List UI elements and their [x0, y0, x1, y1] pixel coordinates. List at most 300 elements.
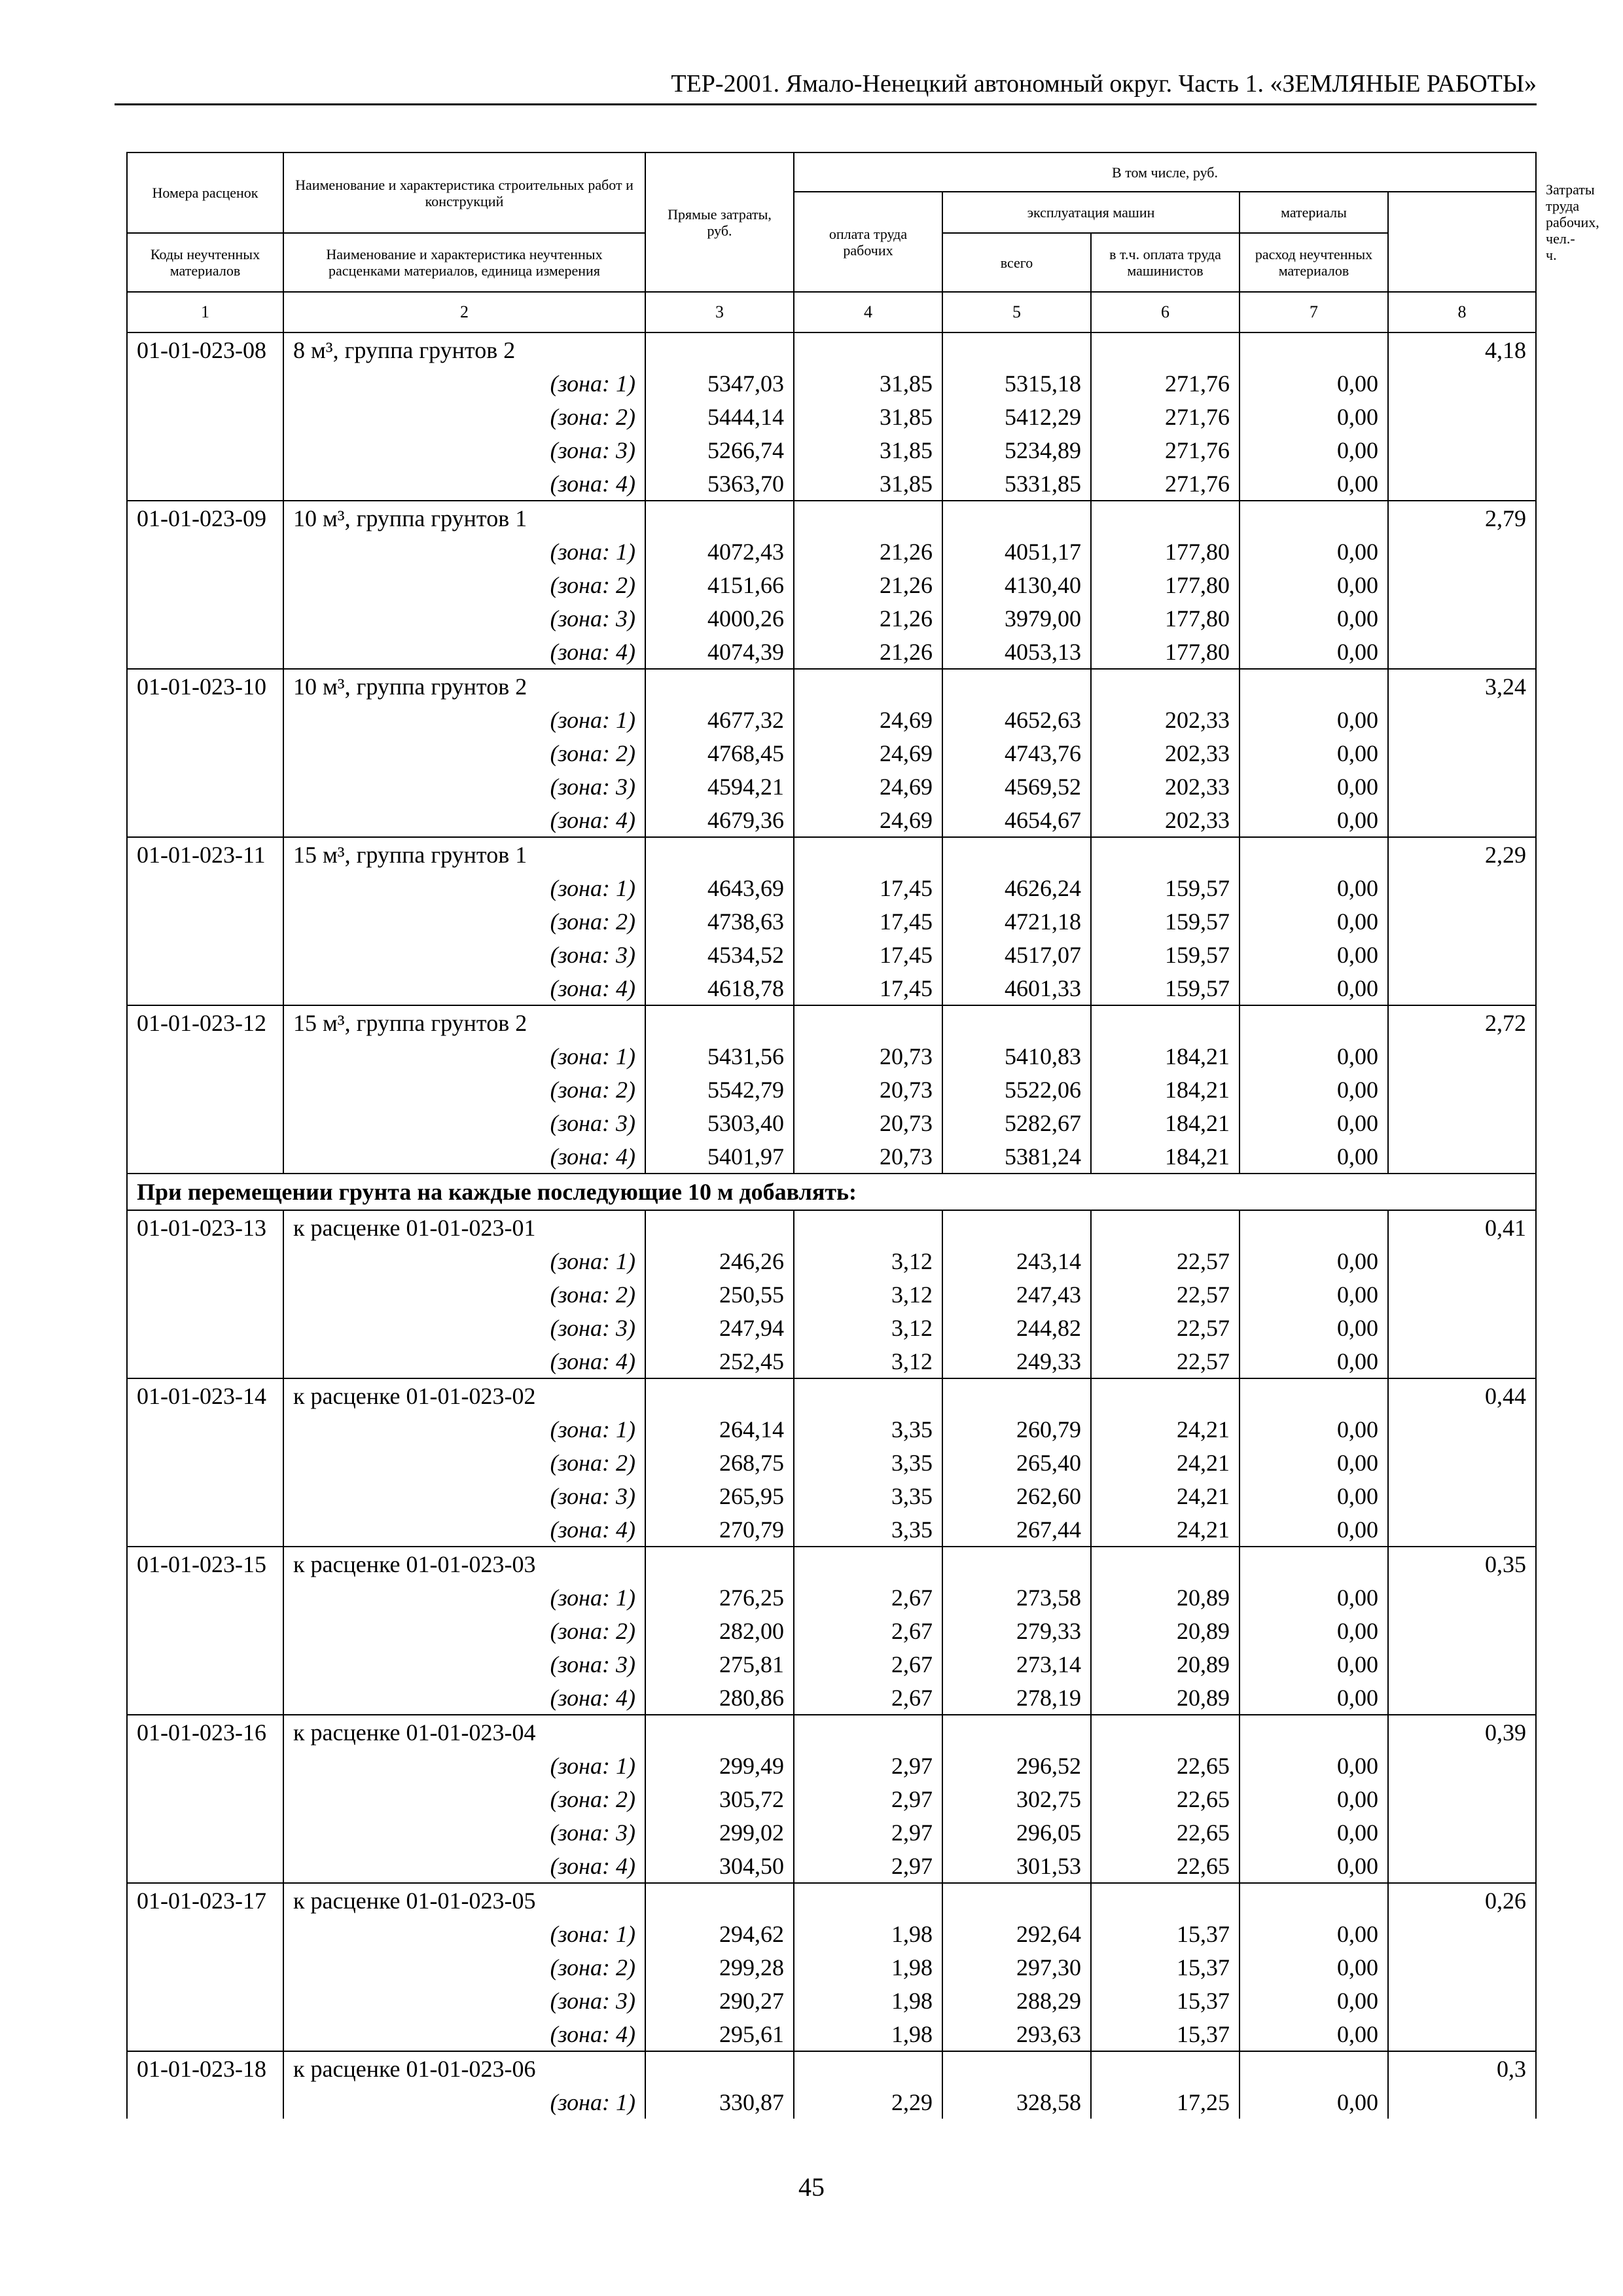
- worker-wages: 2,97: [794, 1816, 942, 1849]
- direct-costs: 4072,43: [645, 535, 794, 568]
- labor-cost: 2,79: [1388, 501, 1536, 535]
- worker-wages: 31,85: [794, 400, 942, 433]
- worker-wages: 21,26: [794, 568, 942, 601]
- machines-total: 244,82: [942, 1311, 1091, 1344]
- rate-code: 01-01-023-18: [127, 2051, 283, 2085]
- operators-wages: 17,25: [1091, 2085, 1240, 2119]
- machines-total: 273,58: [942, 1581, 1091, 1614]
- worker-wages: 2,67: [794, 1581, 942, 1614]
- worker-wages: 1,98: [794, 2017, 942, 2051]
- empty-cell: [127, 1749, 283, 1782]
- machines-total: 4601,33: [942, 971, 1091, 1005]
- empty-cell: [1388, 1039, 1536, 1073]
- zone-row: [127, 1039, 1536, 1073]
- zone-label: (зона: 4): [283, 467, 645, 501]
- zone-row: [127, 568, 1536, 601]
- materials-usage: 0,00: [1240, 1446, 1388, 1479]
- zone-label: (зона: 3): [283, 1647, 645, 1681]
- rate-title-row: [127, 1715, 1536, 1749]
- empty-cell: [127, 1984, 283, 2017]
- operators-wages: 22,57: [1091, 1278, 1240, 1311]
- empty-cell: [1388, 1647, 1536, 1681]
- header-machines: эксплуатация машин: [942, 192, 1240, 233]
- empty-cell: [1091, 1210, 1240, 1244]
- operators-wages: 177,80: [1091, 601, 1240, 635]
- direct-costs: 4151,66: [645, 568, 794, 601]
- operators-wages: 271,76: [1091, 367, 1240, 400]
- empty-cell: [1240, 1378, 1388, 1412]
- operators-wages: 20,89: [1091, 1614, 1240, 1647]
- empty-cell: [794, 1378, 942, 1412]
- empty-cell: [1388, 1139, 1536, 1174]
- empty-cell: [127, 467, 283, 501]
- zone-label: (зона: 2): [283, 905, 645, 938]
- empty-cell: [1240, 501, 1388, 535]
- empty-cell: [127, 1278, 283, 1311]
- operators-wages: 159,57: [1091, 971, 1240, 1005]
- operators-wages: 20,89: [1091, 1581, 1240, 1614]
- empty-cell: [127, 568, 283, 601]
- zone-label: (зона: 1): [283, 1581, 645, 1614]
- machines-total: 249,33: [942, 1344, 1091, 1378]
- empty-cell: [645, 1378, 794, 1412]
- empty-cell: [1388, 871, 1536, 905]
- materials-usage: 0,00: [1240, 1647, 1388, 1681]
- operators-wages: 22,65: [1091, 1782, 1240, 1816]
- empty-cell: [1091, 1005, 1240, 1039]
- worker-wages: 3,35: [794, 1446, 942, 1479]
- empty-cell: [942, 837, 1091, 871]
- empty-cell: [127, 803, 283, 837]
- empty-cell: [1388, 1749, 1536, 1782]
- header-material-names: Наименование и характеристика неучтенных расценками материалов, единица измерения: [283, 233, 645, 292]
- materials-usage: 0,00: [1240, 803, 1388, 837]
- empty-cell: [794, 1547, 942, 1581]
- zone-row: [127, 535, 1536, 568]
- worker-wages: 31,85: [794, 433, 942, 467]
- operators-wages: 177,80: [1091, 568, 1240, 601]
- worker-wages: 2,67: [794, 1614, 942, 1647]
- direct-costs: 250,55: [645, 1278, 794, 1311]
- zone-row: [127, 1950, 1536, 1984]
- zone-label: (зона: 2): [283, 1950, 645, 1984]
- zone-row: [127, 971, 1536, 1005]
- zone-row: [127, 1311, 1536, 1344]
- direct-costs: 299,28: [645, 1950, 794, 1984]
- direct-costs: 4738,63: [645, 905, 794, 938]
- machines-total: 267,44: [942, 1513, 1091, 1547]
- zone-row: [127, 1446, 1536, 1479]
- worker-wages: 20,73: [794, 1106, 942, 1139]
- rate-title-row: [127, 1547, 1536, 1581]
- operators-wages: 271,76: [1091, 467, 1240, 501]
- operators-wages: 202,33: [1091, 736, 1240, 770]
- zone-row: [127, 1412, 1536, 1446]
- empty-cell: [1091, 837, 1240, 871]
- empty-cell: [645, 669, 794, 703]
- operators-wages: 24,21: [1091, 1513, 1240, 1547]
- machines-total: 5522,06: [942, 1073, 1091, 1106]
- worker-wages: 31,85: [794, 367, 942, 400]
- direct-costs: 4643,69: [645, 871, 794, 905]
- column-number: 7: [1240, 292, 1388, 332]
- zone-row: [127, 1106, 1536, 1139]
- worker-wages: 17,45: [794, 971, 942, 1005]
- zone-label: (зона: 1): [283, 1749, 645, 1782]
- header-including: В том числе, руб.: [794, 152, 1536, 192]
- materials-usage: 0,00: [1240, 433, 1388, 467]
- zone-label: (зона: 1): [283, 703, 645, 736]
- direct-costs: 268,75: [645, 1446, 794, 1479]
- empty-cell: [127, 971, 283, 1005]
- operators-wages: 20,89: [1091, 1681, 1240, 1715]
- direct-costs: 304,50: [645, 1849, 794, 1883]
- header-work-name: Наименование и характеристика строительных работ и конструкций: [283, 152, 645, 233]
- operators-wages: 271,76: [1091, 400, 1240, 433]
- direct-costs: 4000,26: [645, 601, 794, 635]
- worker-wages: 20,73: [794, 1073, 942, 1106]
- running-header: ТЕР-2001. Ямало-Ненецкий автономный округ. Часть 1. «ЗЕМЛЯНЫЕ РАБОТЫ»: [671, 70, 1537, 98]
- direct-costs: 276,25: [645, 1581, 794, 1614]
- empty-cell: [1388, 703, 1536, 736]
- operators-wages: 22,57: [1091, 1244, 1240, 1278]
- zone-row: [127, 433, 1536, 467]
- direct-costs: 280,86: [645, 1681, 794, 1715]
- empty-cell: [1388, 535, 1536, 568]
- rate-title-row: [127, 1883, 1536, 1917]
- materials-usage: 0,00: [1240, 1311, 1388, 1344]
- machines-total: 5234,89: [942, 433, 1091, 467]
- machines-total: 262,60: [942, 1479, 1091, 1513]
- empty-cell: [1388, 1106, 1536, 1139]
- empty-cell: [1388, 1849, 1536, 1883]
- empty-cell: [127, 905, 283, 938]
- empty-cell: [942, 1005, 1091, 1039]
- materials-usage: 0,00: [1240, 1278, 1388, 1311]
- direct-costs: 4618,78: [645, 971, 794, 1005]
- rate-title: 15 м³, группа грунтов 2: [283, 1005, 645, 1039]
- rate-title: к расценке 01-01-023-04: [283, 1715, 645, 1749]
- materials-usage: 0,00: [1240, 1479, 1388, 1513]
- worker-wages: 1,98: [794, 1984, 942, 2017]
- empty-cell: [1388, 1581, 1536, 1614]
- machines-total: 4051,17: [942, 535, 1091, 568]
- machines-total: 243,14: [942, 1244, 1091, 1278]
- materials-usage: 0,00: [1240, 568, 1388, 601]
- column-number: 5: [942, 292, 1091, 332]
- rate-code: 01-01-023-11: [127, 837, 283, 871]
- empty-cell: [1388, 1278, 1536, 1311]
- worker-wages: 21,26: [794, 601, 942, 635]
- machines-total: 4652,63: [942, 703, 1091, 736]
- materials-usage: 0,00: [1240, 635, 1388, 669]
- empty-cell: [1388, 1344, 1536, 1378]
- empty-cell: [127, 1816, 283, 1849]
- machines-total: 5412,29: [942, 400, 1091, 433]
- zone-label: (зона: 4): [283, 803, 645, 837]
- zone-label: (зона: 3): [283, 1984, 645, 2017]
- machines-total: 5331,85: [942, 467, 1091, 501]
- header-rate-numbers: Номера расценок: [127, 152, 283, 233]
- zone-row: [127, 871, 1536, 905]
- worker-wages: 24,69: [794, 770, 942, 803]
- zone-row: [127, 938, 1536, 971]
- zone-label: (зона: 3): [283, 938, 645, 971]
- empty-cell: [1091, 1547, 1240, 1581]
- zone-row: [127, 2085, 1536, 2119]
- machines-total: 260,79: [942, 1412, 1091, 1446]
- operators-wages: 22,57: [1091, 1344, 1240, 1378]
- zone-row: [127, 635, 1536, 669]
- rate-title-row: [127, 1378, 1536, 1412]
- materials-usage: 0,00: [1240, 1412, 1388, 1446]
- header-operators-wages: в т.ч. оплата труда машинистов: [1091, 233, 1240, 292]
- operators-wages: 202,33: [1091, 703, 1240, 736]
- worker-wages: 17,45: [794, 871, 942, 905]
- materials-usage: 0,00: [1240, 2085, 1388, 2119]
- machines-total: 279,33: [942, 1614, 1091, 1647]
- materials-usage: 0,00: [1240, 1106, 1388, 1139]
- operators-wages: 177,80: [1091, 635, 1240, 669]
- empty-cell: [1091, 1378, 1240, 1412]
- worker-wages: 3,12: [794, 1311, 942, 1344]
- table-body: [127, 332, 1536, 2119]
- zone-row: [127, 1984, 1536, 2017]
- zone-label: (зона: 3): [283, 433, 645, 467]
- materials-usage: 0,00: [1240, 971, 1388, 1005]
- labor-cost: 0,41: [1388, 1210, 1536, 1244]
- worker-wages: 1,98: [794, 1917, 942, 1950]
- direct-costs: 4679,36: [645, 803, 794, 837]
- empty-cell: [645, 837, 794, 871]
- empty-cell: [1091, 501, 1240, 535]
- empty-cell: [1388, 2017, 1536, 2051]
- rate-title-row: [127, 501, 1536, 535]
- rate-title-row: [127, 837, 1536, 871]
- rate-code: 01-01-023-15: [127, 1547, 283, 1581]
- operators-wages: 184,21: [1091, 1106, 1240, 1139]
- direct-costs: 305,72: [645, 1782, 794, 1816]
- direct-costs: 299,02: [645, 1816, 794, 1849]
- zone-row: [127, 736, 1536, 770]
- zone-label: (зона: 1): [283, 1244, 645, 1278]
- direct-costs: 4594,21: [645, 770, 794, 803]
- operators-wages: 202,33: [1091, 770, 1240, 803]
- rate-code: 01-01-023-14: [127, 1378, 283, 1412]
- worker-wages: 2,67: [794, 1681, 942, 1715]
- materials-usage: 0,00: [1240, 1073, 1388, 1106]
- column-number: 6: [1091, 292, 1240, 332]
- operators-wages: 177,80: [1091, 535, 1240, 568]
- header-materials: материалы: [1240, 192, 1388, 233]
- direct-costs: 4074,39: [645, 635, 794, 669]
- direct-costs: 5401,97: [645, 1139, 794, 1174]
- materials-usage: 0,00: [1240, 905, 1388, 938]
- empty-cell: [645, 1547, 794, 1581]
- materials-usage: 0,00: [1240, 736, 1388, 770]
- rate-code: 01-01-023-10: [127, 669, 283, 703]
- rate-title-row: [127, 1005, 1536, 1039]
- direct-costs: 4534,52: [645, 938, 794, 971]
- labor-cost: 2,29: [1388, 837, 1536, 871]
- direct-costs: 295,61: [645, 2017, 794, 2051]
- worker-wages: 2,97: [794, 1849, 942, 1883]
- empty-cell: [127, 1311, 283, 1344]
- page-number: 45: [798, 2172, 825, 2202]
- rate-title: 8 м³, группа грунтов 2: [283, 332, 645, 367]
- materials-usage: 0,00: [1240, 1614, 1388, 1647]
- empty-cell: [1388, 568, 1536, 601]
- column-number: 2: [283, 292, 645, 332]
- empty-cell: [127, 601, 283, 635]
- empty-cell: [127, 1917, 283, 1950]
- column-number: 1: [127, 292, 283, 332]
- operators-wages: 15,37: [1091, 1984, 1240, 2017]
- zone-row: [127, 770, 1536, 803]
- empty-cell: [1388, 1681, 1536, 1715]
- direct-costs: 294,62: [645, 1917, 794, 1950]
- worker-wages: 3,12: [794, 1344, 942, 1378]
- rate-title: 10 м³, группа грунтов 1: [283, 501, 645, 535]
- worker-wages: 21,26: [794, 635, 942, 669]
- empty-cell: [1240, 1005, 1388, 1039]
- zone-label: (зона: 4): [283, 2017, 645, 2051]
- rate-code: 01-01-023-13: [127, 1210, 283, 1244]
- empty-cell: [127, 1950, 283, 1984]
- operators-wages: 20,89: [1091, 1647, 1240, 1681]
- labor-cost: 0,39: [1388, 1715, 1536, 1749]
- empty-cell: [127, 770, 283, 803]
- operators-wages: 22,65: [1091, 1749, 1240, 1782]
- direct-costs: 270,79: [645, 1513, 794, 1547]
- empty-cell: [1388, 1614, 1536, 1647]
- labor-cost: 0,44: [1388, 1378, 1536, 1412]
- zone-label: (зона: 2): [283, 1278, 645, 1311]
- machines-total: 5410,83: [942, 1039, 1091, 1073]
- empty-cell: [794, 837, 942, 871]
- empty-cell: [645, 501, 794, 535]
- empty-cell: [1091, 332, 1240, 367]
- materials-usage: 0,00: [1240, 1513, 1388, 1547]
- empty-cell: [127, 1849, 283, 1883]
- empty-cell: [127, 400, 283, 433]
- worker-wages: 2,97: [794, 1749, 942, 1782]
- direct-costs: 275,81: [645, 1647, 794, 1681]
- empty-cell: [1388, 1073, 1536, 1106]
- empty-cell: [127, 635, 283, 669]
- direct-costs: 5347,03: [645, 367, 794, 400]
- worker-wages: 20,73: [794, 1039, 942, 1073]
- header-material-codes: Коды неучтенных материалов: [127, 233, 283, 292]
- empty-cell: [794, 1883, 942, 1917]
- operators-wages: 184,21: [1091, 1039, 1240, 1073]
- empty-cell: [127, 1479, 283, 1513]
- header-rule: [115, 103, 1537, 105]
- empty-cell: [794, 2051, 942, 2085]
- worker-wages: 3,35: [794, 1513, 942, 1547]
- empty-cell: [127, 1581, 283, 1614]
- column-number: 8: [1388, 292, 1536, 332]
- empty-cell: [127, 1614, 283, 1647]
- zone-label: (зона: 2): [283, 568, 645, 601]
- materials-usage: 0,00: [1240, 1950, 1388, 1984]
- zone-label: (зона: 3): [283, 770, 645, 803]
- zone-label: (зона: 4): [283, 1344, 645, 1378]
- materials-usage: 0,00: [1240, 1917, 1388, 1950]
- empty-cell: [1240, 1210, 1388, 1244]
- rate-title-row: [127, 669, 1536, 703]
- empty-cell: [1388, 2085, 1536, 2119]
- materials-usage: 0,00: [1240, 601, 1388, 635]
- empty-cell: [1388, 1412, 1536, 1446]
- machines-total: 5315,18: [942, 367, 1091, 400]
- worker-wages: 17,45: [794, 905, 942, 938]
- empty-cell: [942, 1715, 1091, 1749]
- materials-usage: 0,00: [1240, 1681, 1388, 1715]
- empty-cell: [1240, 2051, 1388, 2085]
- zone-label: (зона: 4): [283, 635, 645, 669]
- rate-code: 01-01-023-12: [127, 1005, 283, 1039]
- machines-total: 296,52: [942, 1749, 1091, 1782]
- empty-cell: [127, 1412, 283, 1446]
- materials-usage: 0,00: [1240, 535, 1388, 568]
- materials-usage: 0,00: [1240, 938, 1388, 971]
- operators-wages: 184,21: [1091, 1139, 1240, 1174]
- empty-cell: [1388, 1816, 1536, 1849]
- empty-cell: [1388, 1311, 1536, 1344]
- empty-cell: [1240, 837, 1388, 871]
- labor-cost: 0,35: [1388, 1547, 1536, 1581]
- direct-costs: 5431,56: [645, 1039, 794, 1073]
- empty-cell: [127, 433, 283, 467]
- zone-row: [127, 1139, 1536, 1174]
- rate-title: к расценке 01-01-023-02: [283, 1378, 645, 1412]
- zone-row: [127, 1614, 1536, 1647]
- materials-usage: 0,00: [1240, 871, 1388, 905]
- zone-row: [127, 905, 1536, 938]
- zone-row: [127, 2017, 1536, 2051]
- empty-cell: [645, 1883, 794, 1917]
- empty-cell: [1091, 2051, 1240, 2085]
- empty-cell: [1388, 905, 1536, 938]
- empty-cell: [1091, 1883, 1240, 1917]
- direct-costs: 299,49: [645, 1749, 794, 1782]
- zone-label: (зона: 1): [283, 367, 645, 400]
- header-machines-total: всего: [942, 233, 1091, 292]
- operators-wages: 15,37: [1091, 1917, 1240, 1950]
- empty-cell: [127, 1106, 283, 1139]
- worker-wages: 2,97: [794, 1782, 942, 1816]
- zone-label: (зона: 1): [283, 871, 645, 905]
- rate-title: к расценке 01-01-023-05: [283, 1883, 645, 1917]
- zone-label: (зона: 4): [283, 1139, 645, 1174]
- rate-title-row: [127, 1210, 1536, 1244]
- zone-row: [127, 1073, 1536, 1106]
- operators-wages: 159,57: [1091, 905, 1240, 938]
- empty-cell: [1388, 1479, 1536, 1513]
- machines-total: 5381,24: [942, 1139, 1091, 1174]
- zone-row: [127, 1816, 1536, 1849]
- empty-cell: [127, 2085, 283, 2119]
- rate-title: к расценке 01-01-023-01: [283, 1210, 645, 1244]
- operators-wages: 159,57: [1091, 871, 1240, 905]
- materials-usage: 0,00: [1240, 1344, 1388, 1378]
- empty-cell: [127, 1681, 283, 1715]
- empty-cell: [127, 2017, 283, 2051]
- empty-cell: [1388, 400, 1536, 433]
- empty-cell: [1388, 971, 1536, 1005]
- materials-usage: 0,00: [1240, 400, 1388, 433]
